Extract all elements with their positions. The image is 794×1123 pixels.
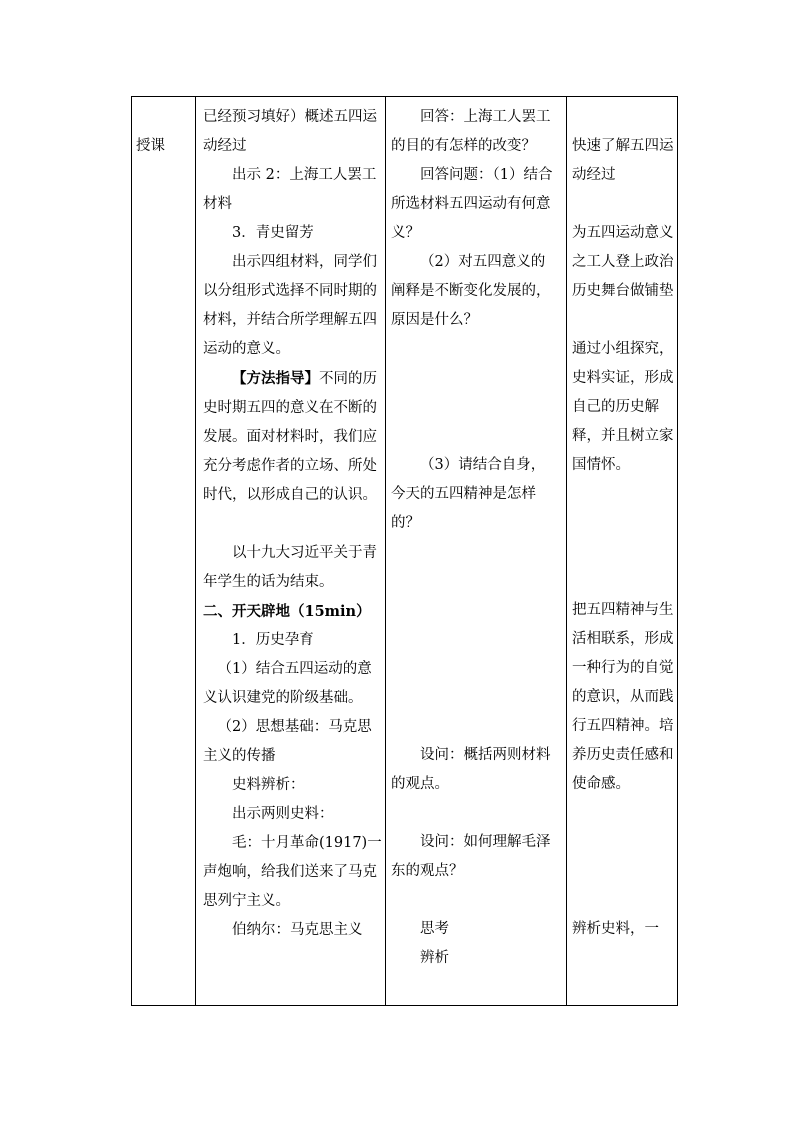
- teacher-activity-text: 史料辨析：: [232, 777, 305, 793]
- student-activity-column: [391, 103, 559, 973]
- student-activity-text: （2）对五四意义的阐释是不断变化发展的，原因是什么？: [391, 254, 551, 328]
- design-intent-text: 通过小组探究，史料实证，形成自己的历史解释，并且树立家国情怀。: [572, 341, 674, 473]
- teacher-activity-text: 出示两则史料：: [232, 806, 334, 822]
- teacher-activity-text: 以十九大习近平关于青年学生的话为结束。: [203, 545, 377, 590]
- student-activity-text: 辨析: [420, 950, 449, 966]
- teacher-activity-text: 毛：十月革命(1917)一声炮响，给我们送来了马克思列宁主义。: [203, 835, 382, 909]
- teacher-activity-text: （2）思想基础：马克思主义的传播: [203, 719, 372, 764]
- student-activity-text: 设问：如何理解毛泽东的观点？: [391, 834, 551, 879]
- student-activity-text: 回答：上海工人罢工的目的有怎样的改变？: [391, 109, 551, 154]
- student-activity-text: 设问：概括两则材料的观点。: [391, 747, 551, 792]
- method-guidance-text: 不同的历史时期五四的意义在不断的发展。面对材料时，我们应充分考虑作者的立场、所处时代，以形成自己的认识。: [203, 371, 377, 503]
- lesson-plan-table: [131, 96, 678, 1006]
- design-intent-column: [572, 103, 676, 944]
- column-divider: [566, 97, 567, 1005]
- section-label: 授课: [136, 138, 165, 154]
- teacher-activity-text: 出示四组材料，同学们以分组形式选择不同时期的材料，并结合所学理解五四运动的意义。: [203, 254, 377, 357]
- teacher-activity-text: 伯纳尔：马克思主义: [232, 922, 363, 938]
- column-divider: [385, 97, 386, 1005]
- section-label-column: [136, 132, 196, 161]
- design-intent-text: 快速了解五四运动经过: [572, 138, 674, 183]
- teacher-activity-text: 出示 2：上海工人罢工材料: [203, 167, 377, 212]
- design-intent-text: 为五四运动意义之工人登上政治历史舞台做铺垫: [572, 225, 674, 299]
- student-activity-text: （3）请结合自身，今天的五四精神是怎样的？: [391, 457, 546, 531]
- teacher-activity-column: [203, 103, 383, 945]
- teacher-activity-heading: 3．青史留芳: [232, 225, 314, 241]
- teacher-activity-heading: 1．历史孕育: [232, 632, 314, 648]
- student-activity-text: 思考: [420, 921, 449, 937]
- design-intent-text: 辨析史料，一: [572, 921, 659, 937]
- method-guidance: [203, 364, 383, 510]
- teacher-activity-text: （1）结合五四运动的意义认识建党的阶级基础。: [203, 661, 372, 706]
- method-guidance-label: 【方法指导】: [232, 370, 319, 387]
- student-activity-text: 回答问题：（1）结合所选材料五四运动有何意义？: [391, 167, 553, 241]
- section-heading: 二、开天辟地（15min）: [203, 603, 371, 620]
- design-intent-text: 把五四精神与生活相联系，形成一种行为的自觉的意识，从而践行五四精神。培养历史责任感和使命感。: [572, 602, 674, 792]
- teacher-activity-text: 已经预习填好）概述五四运动经过: [203, 109, 377, 154]
- column-divider: [195, 97, 196, 1005]
